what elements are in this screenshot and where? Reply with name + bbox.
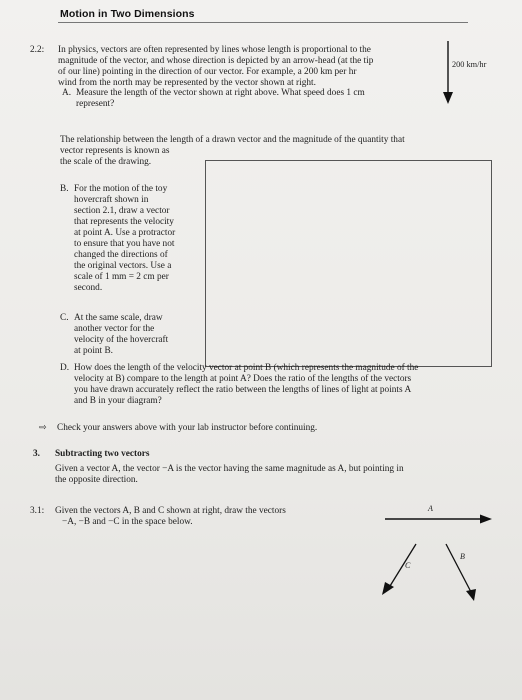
check-arrow-icon: ⇨ bbox=[39, 423, 47, 433]
part-c-letter: C. bbox=[60, 313, 69, 323]
section-2-2-line-2: magnitude of the vector, and whose direction is depicted by an arrow-head (at the tip bbox=[58, 56, 374, 66]
section-3-line-1: Given a vector A, the vector −A is the vector having the same magnitude as A, but pointing in bbox=[55, 464, 404, 474]
part-c-line-4: at point B. bbox=[74, 346, 113, 356]
part-d-line-2: velocity at B) compare to the length at point A? Does the ratio of the lengths of the vectors bbox=[74, 374, 412, 384]
part-a-letter: A. bbox=[62, 88, 72, 98]
part-b-line-1: For the motion of the toy bbox=[74, 184, 168, 194]
vector-b-label: B bbox=[460, 552, 465, 561]
section-2-2-line-4: wind from the north may be represented by the vector shown at right. bbox=[58, 78, 316, 88]
vector-b-arrowhead bbox=[466, 589, 476, 601]
part-d-line-1: How does the length of the velocity vector at point B (which represents the magnitude of the bbox=[74, 363, 419, 373]
section-3-number: 3. bbox=[33, 449, 40, 459]
part-c-line-1: At the same scale, draw bbox=[74, 313, 163, 323]
part-d-line-4: and B in your diagram? bbox=[74, 396, 162, 406]
header-rule bbox=[58, 22, 468, 23]
part-d-line-3: you have drawn accurately reflect the ratio between the lengths of lines of light at points A bbox=[74, 385, 412, 395]
part-a-line-1: Measure the length of the vector shown at right above. What speed does 1 cm bbox=[76, 88, 365, 98]
scale-line-1: The relationship between the length of a drawn vector and the magnitude of the quantity that bbox=[60, 135, 405, 145]
drawing-box[interactable] bbox=[205, 160, 492, 367]
section-3-line-2: the opposite direction. bbox=[55, 475, 138, 485]
vector-c-label: C bbox=[405, 561, 411, 570]
section-2-2-number: 2.2: bbox=[30, 45, 45, 55]
vector-b-line bbox=[446, 544, 471, 592]
scale-line-3: the scale of the drawing. bbox=[60, 157, 152, 167]
part-b-line-8: the original vectors. Use a bbox=[74, 261, 172, 271]
part-b-line-9: scale of 1 mm = 2 cm per bbox=[74, 272, 169, 282]
part-b-line-5: at point A. Use a protractor bbox=[74, 228, 176, 238]
section-3-1-line-1: Given the vectors A, B and C shown at right, draw the vectors bbox=[55, 506, 286, 516]
part-d-letter: D. bbox=[60, 363, 70, 373]
section-3-1-line-2: −A, −B and −C in the space below. bbox=[62, 517, 193, 527]
part-b-line-10: second. bbox=[74, 283, 103, 293]
part-c-line-3: velocity of the hovercraft bbox=[74, 335, 169, 345]
part-c-line-2: another vector for the bbox=[74, 324, 155, 334]
part-b-letter: B. bbox=[60, 184, 69, 194]
part-a-line-2: represent? bbox=[76, 99, 115, 109]
part-b-line-7: changed the directions of bbox=[74, 250, 168, 260]
vector-c-line bbox=[390, 544, 416, 586]
section-3-1-number: 3.1: bbox=[30, 506, 45, 516]
section-2-2-line-3: of our line) pointing in the direction of our vector. For example, a 200 km per hr bbox=[58, 67, 357, 77]
vector-c-arrowhead bbox=[382, 582, 394, 595]
part-b-line-2: hovercraft shown in bbox=[74, 195, 149, 205]
vector-diagram bbox=[370, 500, 500, 610]
part-b-line-4: that represents the velocity bbox=[74, 217, 174, 227]
scale-line-2: vector represents is known as bbox=[60, 146, 170, 156]
part-b-line-6: to ensure that you have not bbox=[74, 239, 175, 249]
wind-vector-label: 200 km/hr bbox=[452, 60, 487, 69]
wind-vector-arrow bbox=[438, 38, 458, 106]
section-3-title: Subtracting two vectors bbox=[55, 449, 150, 459]
check-instruction: Check your answers above with your lab instructor before continuing. bbox=[57, 423, 318, 433]
vector-a-arrowhead bbox=[480, 515, 492, 524]
vector-a-label: A bbox=[428, 504, 433, 513]
part-b-line-3: section 2.1, draw a vector bbox=[74, 206, 170, 216]
page-header-title: Motion in Two Dimensions bbox=[60, 8, 195, 20]
section-2-2-line-1: In physics, vectors are often represented by lines whose length is proportional to the bbox=[58, 45, 371, 55]
